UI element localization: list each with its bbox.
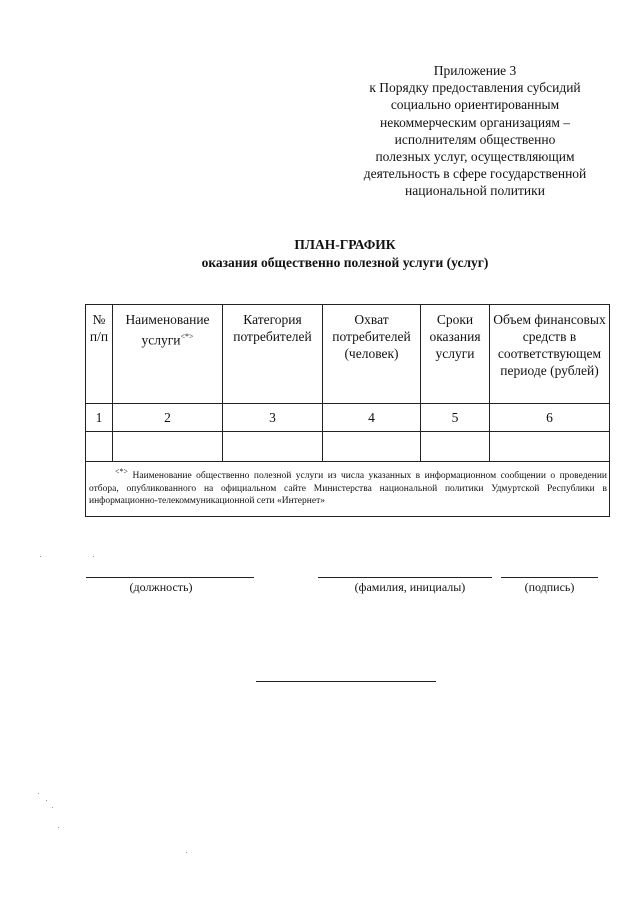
appendix-line: некоммерческим организациям –	[379, 114, 570, 130]
empty-cell	[421, 432, 490, 462]
column-number: 5	[421, 404, 490, 432]
appendix-line: национальной политики	[405, 183, 545, 199]
appendix-block	[345, 62, 605, 200]
document-title: ПЛАН-ГРАФИК	[294, 237, 396, 252]
closing-divider	[256, 681, 436, 682]
appendix-line: Приложение 3	[433, 63, 517, 78]
footnote-text: Наименование общественно полезной услуги из числа указанных в информационном сообщении о проведении отбора, опубликованного на официальном сайте Министерства национальной политики Удмуртской Республики в информационно-телекоммуникационной сети «Интернет»	[89, 471, 607, 507]
column-number-row	[86, 404, 610, 432]
empty-cell	[86, 432, 113, 462]
table-header-row	[86, 305, 610, 404]
header-cell-number: № п/п	[86, 305, 113, 404]
name-label: (фамилия, инициалы)	[354, 580, 466, 594]
header-cell-funds: Объем финансовых средств в соответствующем периоде (рублей)	[490, 305, 610, 404]
column-number: 2	[113, 404, 223, 432]
appendix-line: исполнителям общественно	[394, 131, 556, 147]
scan-speck	[40, 556, 41, 557]
empty-cell	[223, 432, 323, 462]
scan-speck	[52, 807, 53, 808]
empty-cell	[323, 432, 421, 462]
appendix-line: полезных услуг, осуществляющим	[375, 149, 575, 165]
column-number: 1	[86, 404, 113, 432]
appendix-line: деятельность в сфере государственной	[363, 166, 587, 182]
scan-speck	[186, 852, 187, 853]
empty-data-row	[86, 432, 610, 462]
appendix-line: к Порядку предоставления субсидий	[369, 80, 581, 96]
appendix-line: социально ориентированным	[390, 97, 560, 113]
signature-line	[501, 577, 598, 578]
scan-speck	[58, 827, 59, 828]
position-label: (должность)	[129, 580, 193, 594]
scan-speck	[93, 556, 94, 557]
header-cell-coverage: Охват потребителей (человек)	[323, 305, 421, 404]
empty-cell	[113, 432, 223, 462]
signature-label: (подпись)	[524, 580, 575, 594]
column-number: 4	[323, 404, 421, 432]
name-signature-line	[318, 577, 492, 578]
footnote-mark: <*>	[180, 332, 194, 341]
header-cell-category: Категория потребителей	[223, 305, 323, 404]
footnote-row	[86, 462, 610, 517]
footnote-cell	[86, 462, 610, 517]
empty-cell	[490, 432, 610, 462]
scan-speck	[46, 800, 47, 801]
column-number: 6	[490, 404, 610, 432]
plan-table	[85, 304, 610, 517]
position-signature-line	[86, 577, 254, 578]
document-subtitle: оказания общественно полезной услуги (услуг)	[201, 255, 489, 270]
scan-speck	[38, 793, 39, 794]
header-cell-terms: Сроки оказания услуги	[421, 305, 490, 404]
column-number: 3	[223, 404, 323, 432]
header-cell-service: Наименование услуги<*>	[113, 305, 223, 404]
note-mark: <*>	[115, 467, 129, 476]
